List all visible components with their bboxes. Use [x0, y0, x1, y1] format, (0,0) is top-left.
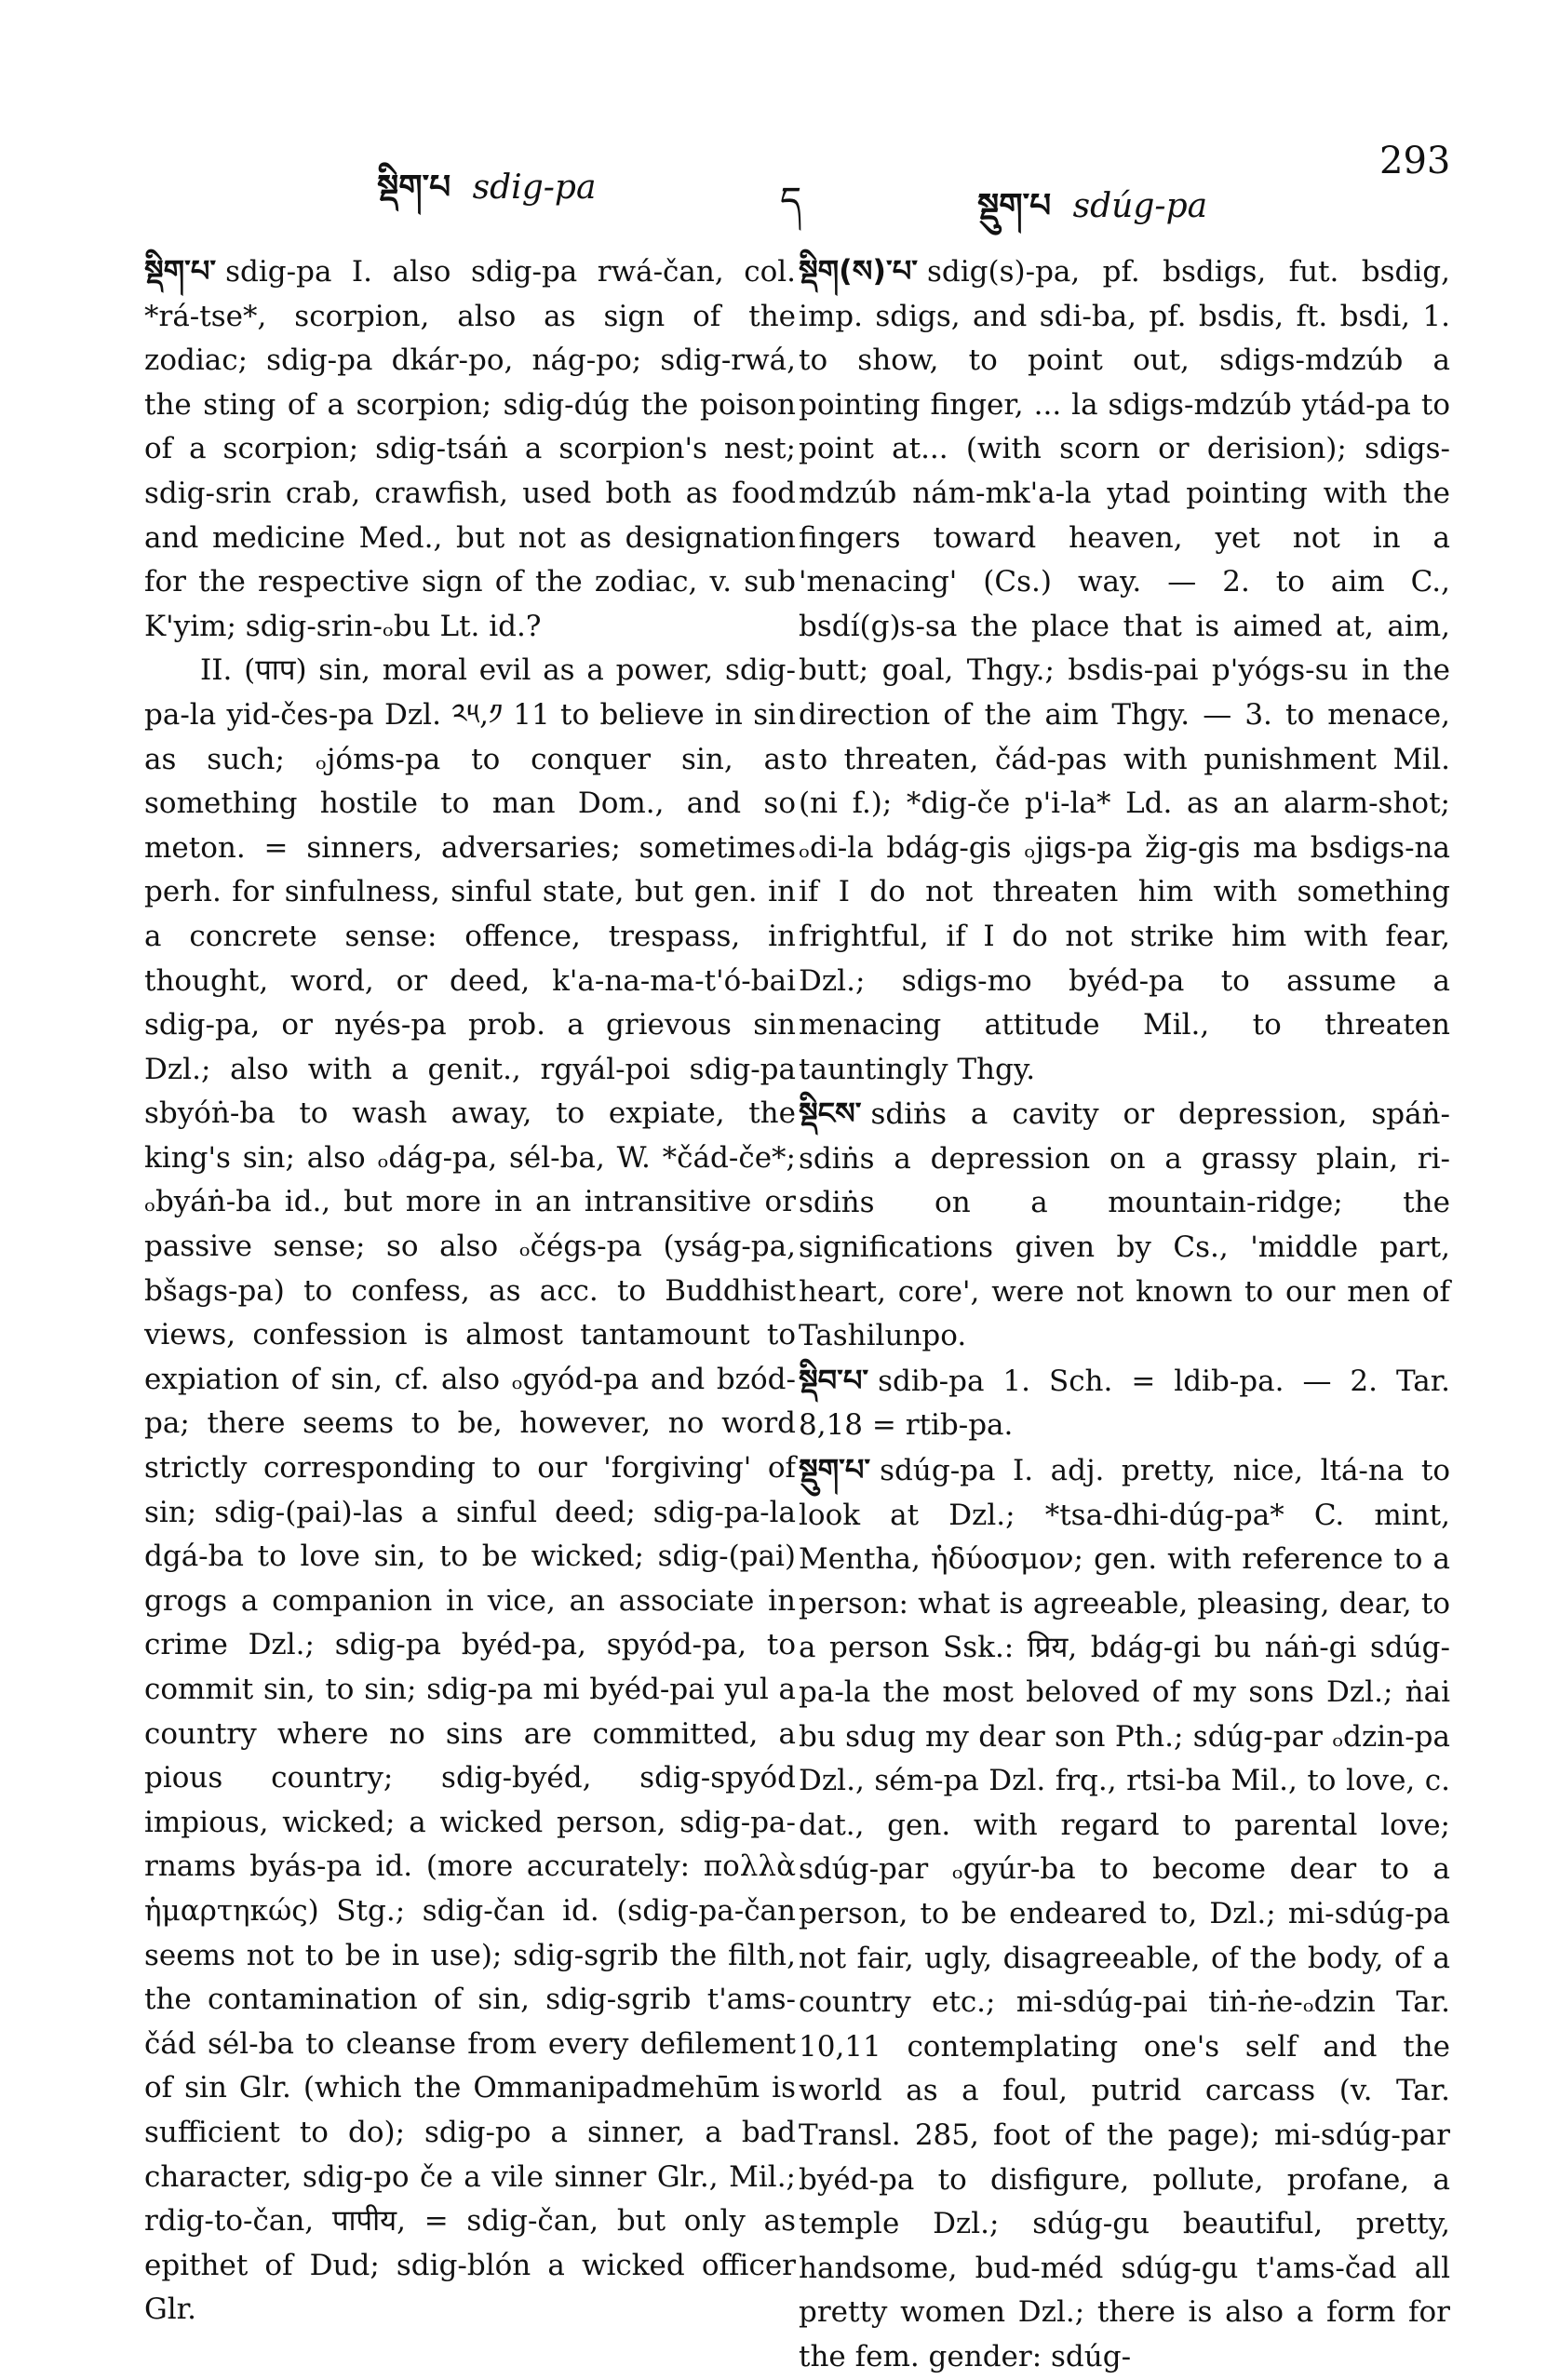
entry-text: sdig-pa I. also sdig-pa rwá-čan, col. *rá-tse*, scorpion, also as sign of the zodiac; sdig-pa dkár-po, nág-po; sdig-rwá, the sting of a scorpion; sdig-dúg the poison of a scorpion; sdig-tsáṅ a scorpion's nest; sdig-srin crab, crawfish, used both as food and medicine Med., but not as designation for the respective sign of the zodiac, v. sub K'yim; sdig-srin-ₒbu Lt. id.?: [144, 255, 796, 643]
page-number: 293: [1379, 140, 1451, 182]
entry-headword: སྡུག་པ་: [799, 1452, 871, 1488]
entry-headword: སྡིག་པ་: [144, 253, 217, 289]
left-guide-roman: sdig-pa: [472, 168, 597, 207]
right-column: [799, 249, 1450, 2380]
left-guide-tibetan: སྡིག་པ: [377, 168, 451, 207]
left-guide-word: [377, 149, 596, 244]
entry-text: sdib-pa 1. Sch. = ldib-pa. — 2. Tar. 8,18 = rtib-pa.: [799, 1364, 1450, 1443]
left-column: [144, 249, 796, 2333]
entry-headword: སྡིག(ས)་པ་: [799, 253, 918, 289]
entry-headword: སྡིབ་པ་: [799, 1362, 869, 1398]
right-guide-word: [977, 168, 1207, 262]
right-guide-tibetan: སྡུག་པ: [977, 187, 1052, 225]
entry-headword: སྡིངས་: [799, 1096, 862, 1132]
dictionary-entry: [799, 249, 1450, 1092]
entry-text: sdig(s)-pa, pf. bsdigs, fut. bsdig, imp. sdigs, and sdi-ba, pf. bsdis, ft. bsdi, 1. to show, to point out, sdigs-mdzúb a pointing finger, ... la sdigs-mdzúb ytád-pa to point at... (with scorn or derision); sdigs-mdzúb nám-mk'a-la ytad pointing with the fingers toward heaven, yet not in a 'menacing' (Cs.) way. — 2. to aim C., bsdí(g)s-sa the place that is aimed at, aim, butt; goal, Thgy.; bsdis-pai p'yógs-su in the direction of the aim Thgy. — 3. to menace, to threaten, čád-pas with punishment Mil. (ni f.); *dig-če p'i-la* Ld. as an alarm-shot; ₒdi-la bdág-gis ₒjigs-pa žig-gis ma bsdigs-na if I do not threaten him with something frightful, if I do not strike him with fear, Dzl.; sdigs-mo byéd-pa to assume a menacing attitude Mil., to threaten tauntingly Thgy.: [799, 255, 1450, 1086]
dictionary-entry: [144, 649, 796, 2333]
dictionary-entry: [799, 1359, 1450, 1448]
entry-text: sdúg-pa I. adj. pretty, nice, ltá-na to look at Dzl.; *tsa-dhi-dúg-pa* C. mint, Mentha, ἡδύοσμον; gen. with reference to a person: what is agreeable, pleasing, dear, to a person Ssk.: प्रिय, bdág-gi bu náṅ-gi sdúg-pa-la the most beloved of my sons Dzl.; ṅai bu sdug my dear son Pth.; sdúg-par ₒdzin-pa Dzl., sém-pa Dzl. frq., rtsi-ba Mil., to love, c. dat., gen. with regard to parental love; sdúg-par ₒgyúr-ba to become dear to a person, to be endeared to, Dzl.; mi-sdúg-pa not fair, ugly, disagreeable, of the body, of a country etc.; mi-sdúg-pai tiṅ-ṅe-ₒdzin Tar. 10,11 contemplating one's self and the world as a foul, putrid carcass (v. Tar. Transl. 285, foot of the page); mi-sdúg-par byéd-pa to disfigure, pollute, profane, a temple Dzl.; sdúg-gu beautiful, pretty, handsome, bud-méd sdúg-gu t'ams-čad all pretty women Dzl.; there is also a form for the fem. gender: sdúg-: [799, 1454, 1450, 2373]
entry-text: II. (पाप) sin, moral evil as a power, sdig-pa-la yid-čes-pa Dzl. ༢༥,༡ 11 to believe in sin as such; ₒjóms-pa to conquer sin, as something hostile to man Dom., and so meton. = sinners, adversaries; sometimes perh. for sinfulness, sinful state, but gen. in a concrete sense: offence, trespass, in thought, word, or deed, k'a-na-ma-t'ó-bai sdig-pa, or nyés-pa prob. a grievous sin Dzl.; also with a genit., rgyál-poi sdig-pa sbyóṅ-ba to wash away, to expiate, the king's sin; also ₒdág-pa, sél-ba, W. *čád-če*; ₒbyáṅ-ba id., but more in an intransitive or passive sense; so also ₒčégs-pa (yság-pa, bšags-pa) to confess, as acc. to Buddhist views, confession is almost tantamount to expiation of sin, cf. also ₒgyód-pa and bzód-pa; there seems to be, however, no word strictly corresponding to our 'forgiving' of sin; sdig-(pai)-las a sinful deed; sdig-pa-la dgá-ba to love sin, to be wicked; sdig-(pai) grogs a companion in vice, an associate in crime Dzl.; sdig-pa byéd-pa, spyód-pa, to commit sin, to sin; sdig-pa mi byéd-pai yul a country where no sins are committed, a pious country; sdig-byéd, sdig-spyód impious, wicked; a wicked person, sdig-pa-rnams byás-pa id. (more accurately: πολλὰ ἡμαρτηκώς) Stg.; sdig-čan id. (sdig-pa-čan seems not to be in use); sdig-sgrib the filth, the contamination of sin, sdig-sgrib t'ams-čád sél-ba to cleanse from every defilement of sin Glr. (which the Ommanipadmehūm is sufficient to do); sdig-po a sinner, a bad character, sdig-po če a vile sinner Glr., Mil.; rdig-to-čan, पापीय, = sdig-čan, but only as epithet of Dud; sdig-blón a wicked officer Glr.: [144, 653, 796, 2327]
dictionary-entry: [799, 1092, 1450, 1359]
entry-text: sdiṅs a cavity or depression, spáṅ-sdiṅs a depression on a grassy plain, ri-sdiṅs on a mountain-ridge; the significations given by Cs., 'middle part, heart, core', were not known to our men of Tashilunpo.: [799, 1097, 1450, 1353]
dictionary-entry: [144, 249, 796, 649]
page-header: [0, 140, 1560, 242]
section-letter: ད: [780, 180, 802, 222]
dictionary-entry: [799, 1448, 1450, 2379]
right-guide-roman: sdúg-pa: [1072, 187, 1208, 225]
